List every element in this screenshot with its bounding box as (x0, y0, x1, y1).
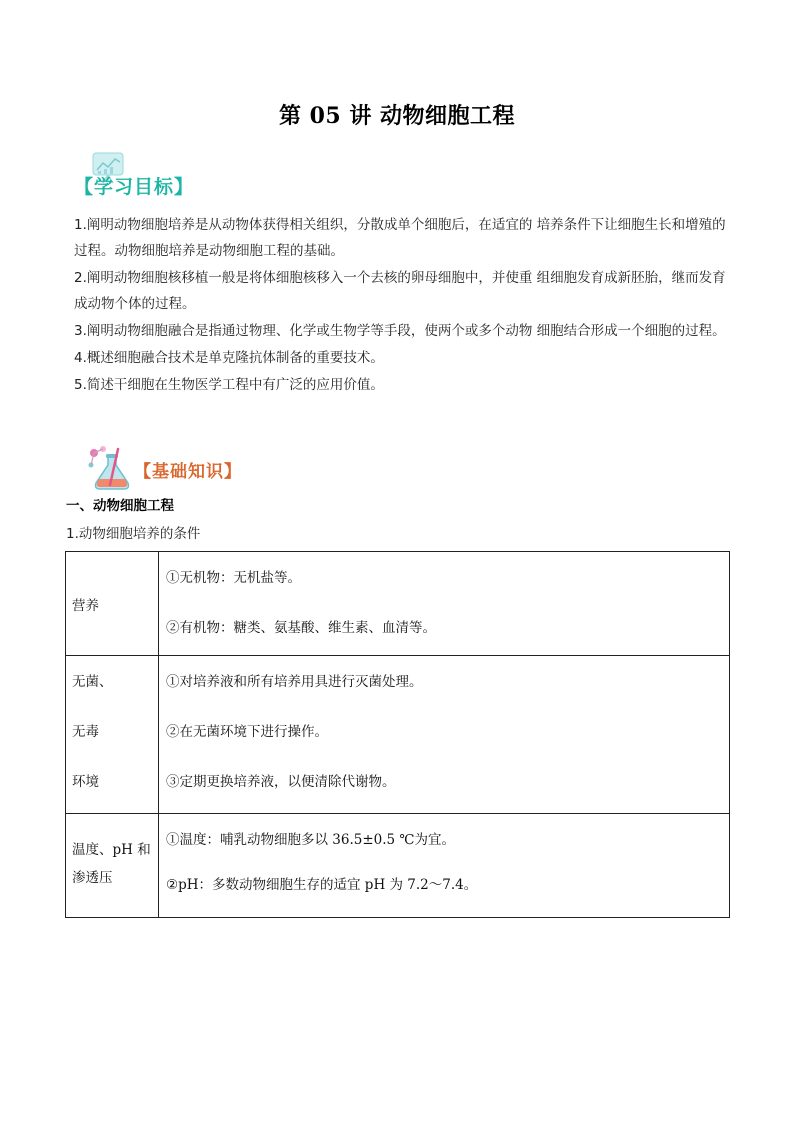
table-row-label (66, 814, 159, 918)
condition-item: ②pH：多数动物细胞生存的适宜 pH 为 7.2～7.4。 (166, 877, 478, 893)
subheading-culture-conditions: 1.动物细胞培养的条件 (66, 526, 201, 542)
subheading-animal-cell-engineering: 一、动物细胞工程 (66, 498, 174, 514)
table-row-content (159, 814, 730, 918)
objectives-list (74, 212, 734, 399)
table-row (66, 814, 730, 918)
page-title: 第 05 讲 动物细胞工程 (278, 103, 516, 129)
condition-item: ③定期更换培养液，以便清除代谢物。 (166, 774, 396, 790)
basics-header (84, 444, 242, 494)
objective-item: 2.阐明动物细胞核移植一般是将体细胞核移入一个去核的卵母细胞中，并使重 组细胞发育成新胚胎，继而发育成动物个体的过程。 (74, 270, 726, 312)
condition-item: ②在无菌环境下进行操作。 (166, 724, 328, 740)
condition-item: ②有机物：糖类、氨基酸、维生素、血清等。 (166, 620, 436, 636)
condition-item: ①温度：哺乳动物细胞多以 36.5±0.5 ℃为宜。 (166, 832, 456, 848)
row-label-line: 渗透压 (72, 870, 113, 886)
table-row-content (159, 552, 730, 656)
objective-item: 4.概述细胞融合技术是单克隆抗体制备的重要技术。 (74, 350, 384, 366)
objective-item: 5.简述干细胞在生物医学工程中有广泛的应用价值。 (74, 377, 384, 393)
objective-item: 1.阐明动物细胞培养是从动物体获得相关组织，分散成单个细胞后，在适宜的 培养条件下让细胞生长和增殖的过程。动物细胞培养是动物细胞工程的基础。 (74, 217, 726, 259)
row-label-line: 环境 (72, 774, 99, 790)
flask-icon (84, 445, 134, 493)
condition-item: ①对培养液和所有培养用具进行灭菌处理。 (166, 674, 423, 690)
table-row-content (159, 656, 730, 814)
objectives-label: 【学习目标】 (74, 175, 195, 198)
table-row-label (66, 656, 159, 814)
row-label-line: 温度、pH 和 (72, 842, 151, 858)
objectives-header (74, 150, 194, 200)
condition-item: ①无机物：无机盐等。 (166, 570, 301, 586)
table-row (66, 552, 730, 656)
row-label-line: 无菌、 (72, 674, 113, 690)
basics-label: 【基础知识】 (134, 461, 242, 482)
row-label-line: 无毒 (72, 724, 99, 740)
culture-conditions-table (65, 551, 730, 918)
row-label-line: 营养 (72, 598, 99, 614)
table-row-label (66, 552, 159, 656)
objective-item: 3.阐明动物细胞融合是指通过物理、化学或生物学等手段，使两个或多个动物 细胞结合形成一个细胞的过程。 (74, 323, 726, 339)
table-row (66, 656, 730, 814)
